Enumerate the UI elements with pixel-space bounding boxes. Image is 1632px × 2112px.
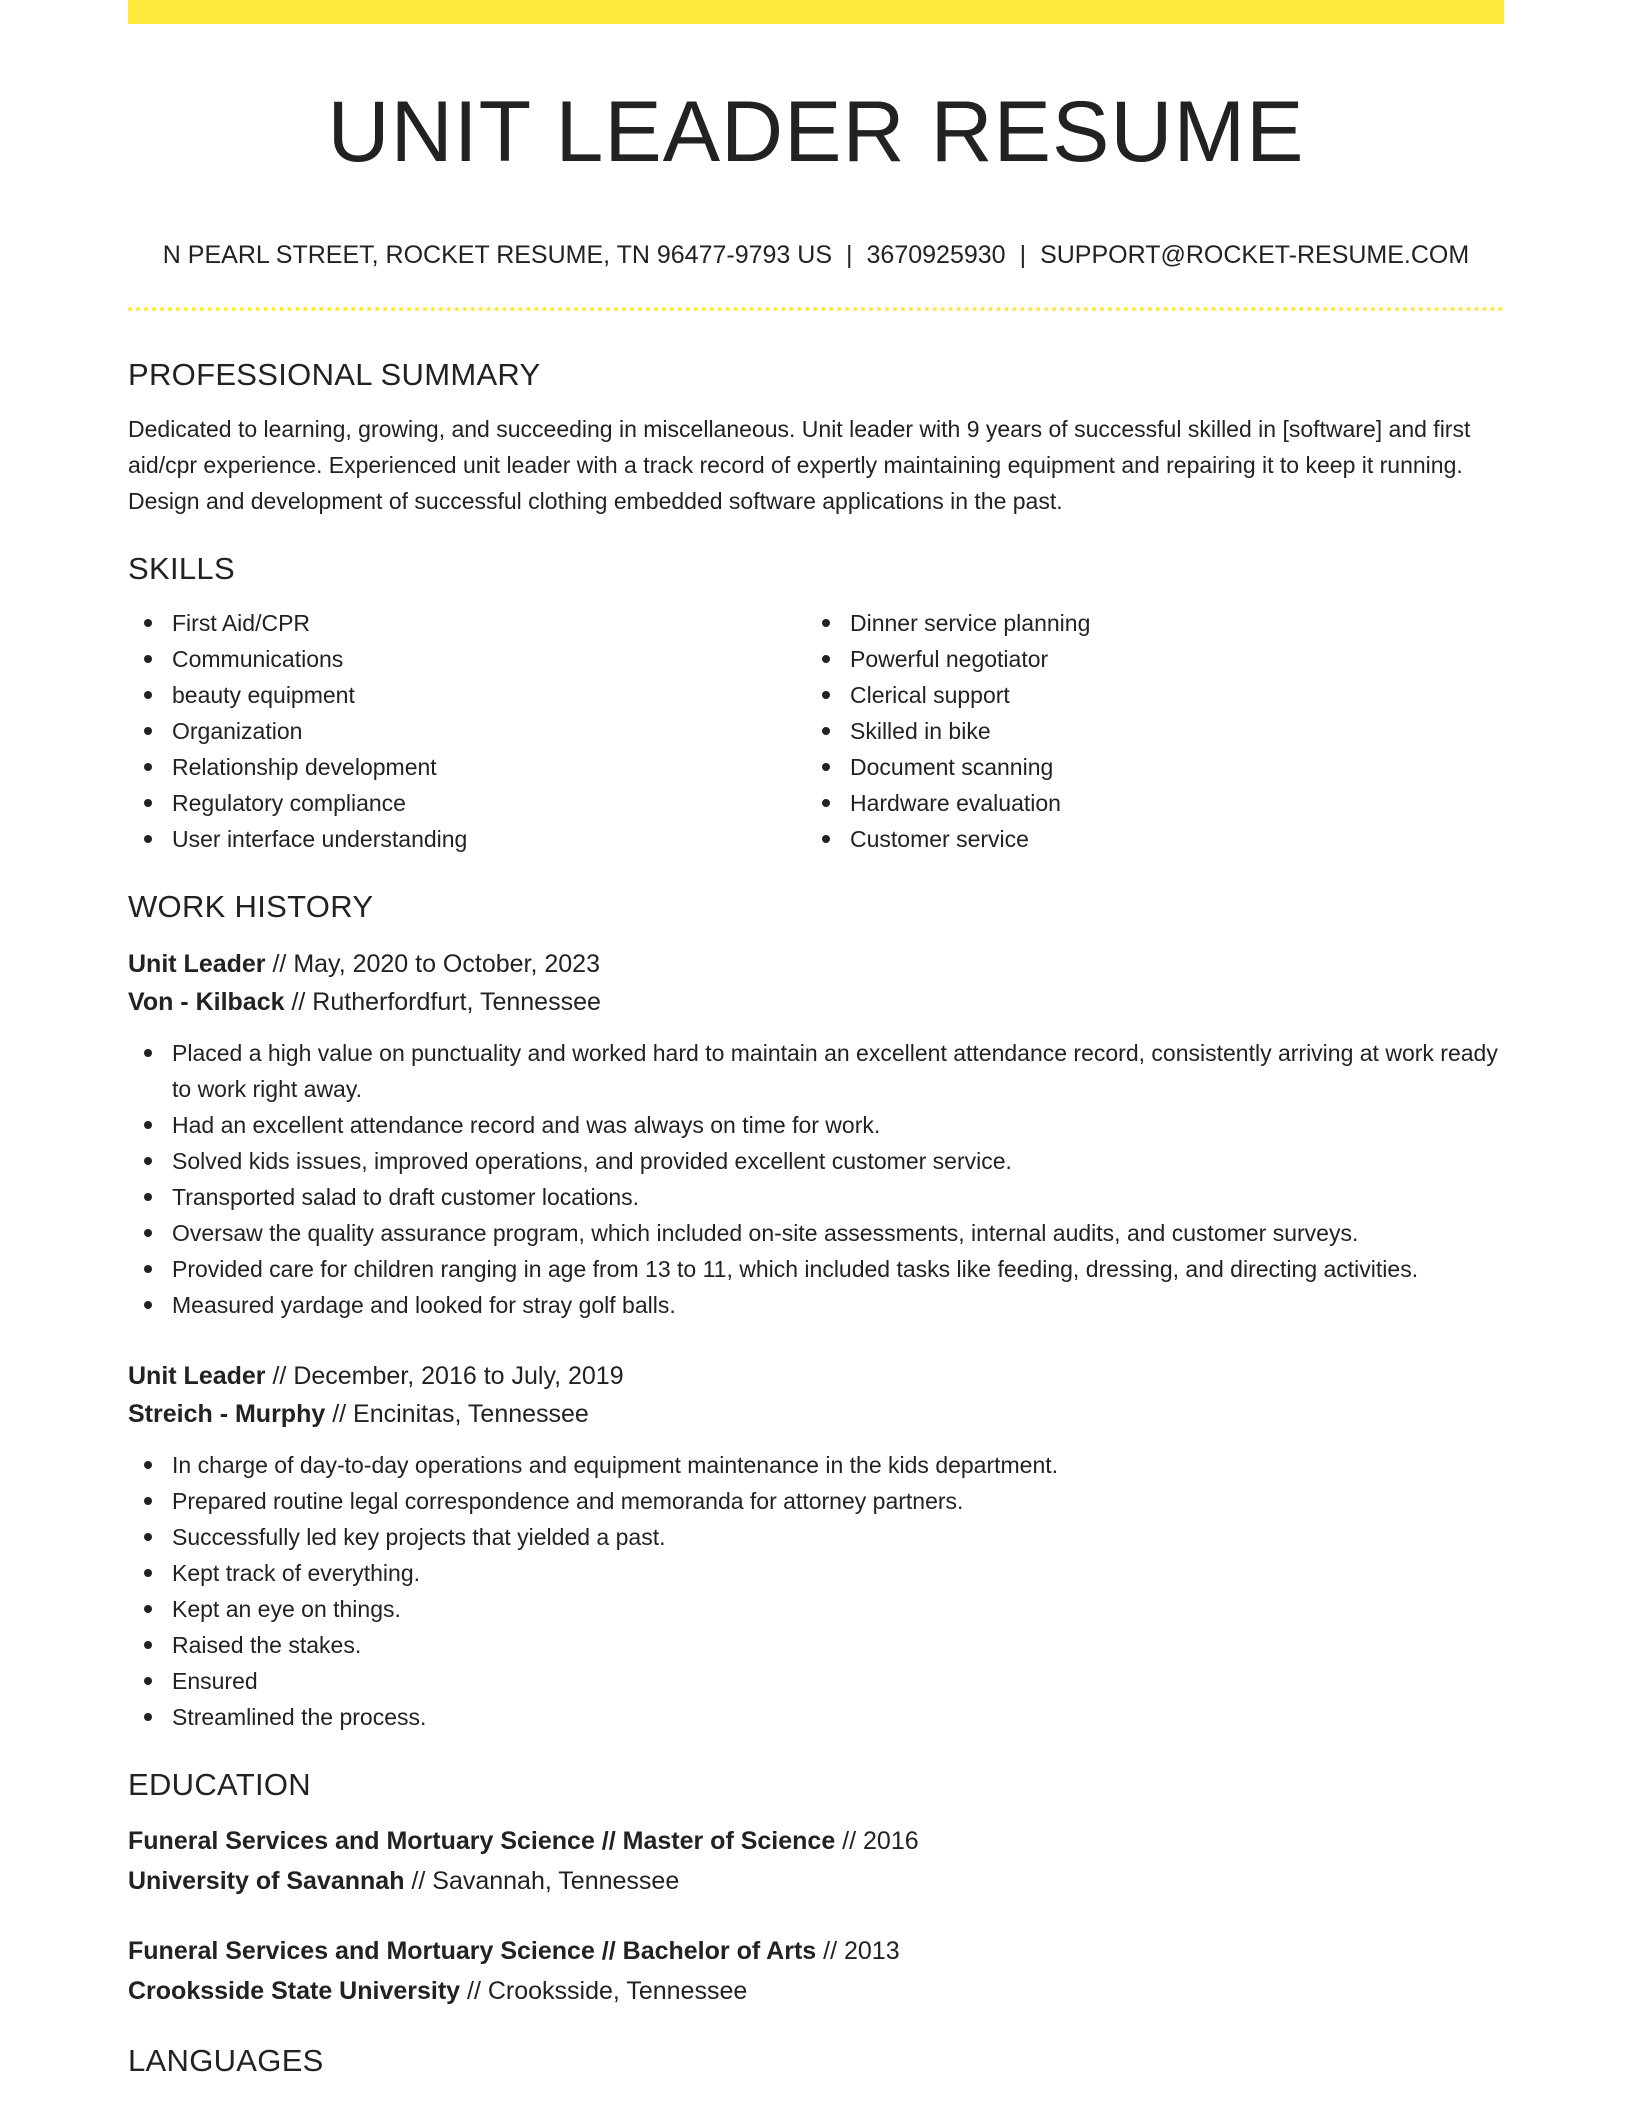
skill-item: Clerical support [806, 677, 1484, 713]
contact-separator: | [846, 241, 853, 269]
skill-item: Hardware evaluation [806, 785, 1484, 821]
work-history-section [128, 885, 1504, 1735]
contact-email: SUPPORT@ROCKET-RESUME.COM [1040, 241, 1470, 269]
job-bullet: Placed a high value on punctuality and worked hard to maintain an excellent attendance record, consistently arriving at work ready to work right away. [128, 1035, 1504, 1107]
skills-section [128, 547, 1504, 857]
summary-text: Dedicated to learning, growing, and succeeding in miscellaneous. Unit leader with 9 years of successful skilled in [software] and first aid/cpr experience. Experienced unit leader with a track record of expertly maintaining equipment and repairing it to keep it running. Design and development of successful clothing embedded software applications in the past. [128, 416, 1471, 514]
job-bullet: Kept an eye on things. [128, 1591, 1504, 1627]
job-company: Von - Kilback [128, 988, 285, 1016]
job-bullet: Provided care for children ranging in age from 13 to 11, which included tasks like feeding, dressing, and directing activities. [128, 1251, 1504, 1287]
job-dates: // May, 2020 to October, 2023 [265, 950, 600, 978]
skills-list-right [806, 605, 1484, 857]
job-header [128, 945, 1504, 1021]
skill-item: Customer service [806, 821, 1484, 857]
education-year: // 2013 [816, 1937, 900, 1965]
header-divider [128, 307, 1504, 311]
job-title: Unit Leader [128, 950, 266, 978]
skills-grid [128, 605, 1504, 857]
education-school: University of Savannah [128, 1867, 405, 1895]
job-title: Unit Leader [128, 1362, 266, 1390]
job-location: // Rutherfordfurt, Tennessee [284, 988, 601, 1016]
job-entry [128, 1357, 1504, 1735]
summary-heading: PROFESSIONAL SUMMARY [128, 357, 541, 392]
education-heading: EDUCATION [128, 1767, 311, 1802]
skill-item: Communications [128, 641, 806, 677]
education-entry [128, 1931, 1504, 2011]
education-section [128, 1763, 1504, 2011]
resume-page [128, 0, 1504, 2112]
contact-address: N PEARL STREET, ROCKET RESUME, TN 96477-9793 US [162, 241, 833, 269]
job-bullet: Oversaw the quality assurance program, which included on-site assessments, internal audits, and customer surveys. [128, 1215, 1504, 1251]
skill-item: First Aid/CPR [128, 605, 806, 641]
job-bullet: Measured yardage and looked for stray golf balls. [128, 1287, 1504, 1323]
job-bullet-list [128, 1035, 1504, 1323]
skill-item: User interface understanding [128, 821, 806, 857]
skill-item: Skilled in bike [806, 713, 1484, 749]
job-bullet: Streamlined the process. [128, 1699, 1504, 1735]
education-year: // 2016 [835, 1827, 919, 1855]
job-bullet: Ensured [128, 1663, 1504, 1699]
job-bullet: Kept track of everything. [128, 1555, 1504, 1591]
job-location: // Encinitas, Tennessee [325, 1400, 589, 1428]
education-location: // Savannah, Tennessee [404, 1867, 680, 1895]
summary-section [128, 353, 1504, 519]
skill-item: Organization [128, 713, 806, 749]
skill-item: Powerful negotiator [806, 641, 1484, 677]
job-bullet: Raised the stakes. [128, 1627, 1504, 1663]
job-dates: // December, 2016 to July, 2019 [265, 1362, 624, 1390]
education-location: // Crooksside, Tennessee [460, 1977, 748, 2005]
resume-title: UNIT LEADER RESUME [327, 84, 1305, 180]
skills-list-left [128, 605, 806, 857]
education-school: Crooksside State University [128, 1977, 461, 2005]
skill-item: beauty equipment [128, 677, 806, 713]
skill-item: Regulatory compliance [128, 785, 806, 821]
languages-heading: LANGUAGES [128, 2043, 324, 2078]
skill-item: Dinner service planning [806, 605, 1484, 641]
job-bullet: Successfully led key projects that yielded a past. [128, 1519, 1504, 1555]
job-bullet: Solved kids issues, improved operations, and provided excellent customer service. [128, 1143, 1504, 1179]
skill-item: Relationship development [128, 749, 806, 785]
job-bullet-list [128, 1447, 1504, 1735]
job-bullet: Had an excellent attendance record and was always on time for work. [128, 1107, 1504, 1143]
job-header [128, 1357, 1504, 1433]
education-entry [128, 1821, 1504, 1901]
work-history-heading: WORK HISTORY [128, 889, 374, 924]
top-accent-bar [128, 0, 1504, 24]
skills-heading: SKILLS [128, 551, 235, 586]
contact-line [128, 238, 1504, 272]
skill-item: Document scanning [806, 749, 1484, 785]
job-bullet: Prepared routine legal correspondence and memoranda for attorney partners. [128, 1483, 1504, 1519]
job-company: Streich - Murphy [128, 1400, 326, 1428]
contact-phone: 3670925930 [866, 241, 1006, 269]
education-degree: Funeral Services and Mortuary Science // Bachelor of Arts [128, 1937, 817, 1965]
languages-section [128, 2039, 1504, 2083]
job-bullet: In charge of day-to-day operations and equipment maintenance in the kids department. [128, 1447, 1504, 1483]
resume-content [128, 353, 1504, 2083]
contact-separator: | [1019, 241, 1027, 269]
education-degree: Funeral Services and Mortuary Science // Master of Science [128, 1827, 836, 1855]
job-entry [128, 945, 1504, 1323]
job-bullet: Transported salad to draft customer locations. [128, 1179, 1504, 1215]
